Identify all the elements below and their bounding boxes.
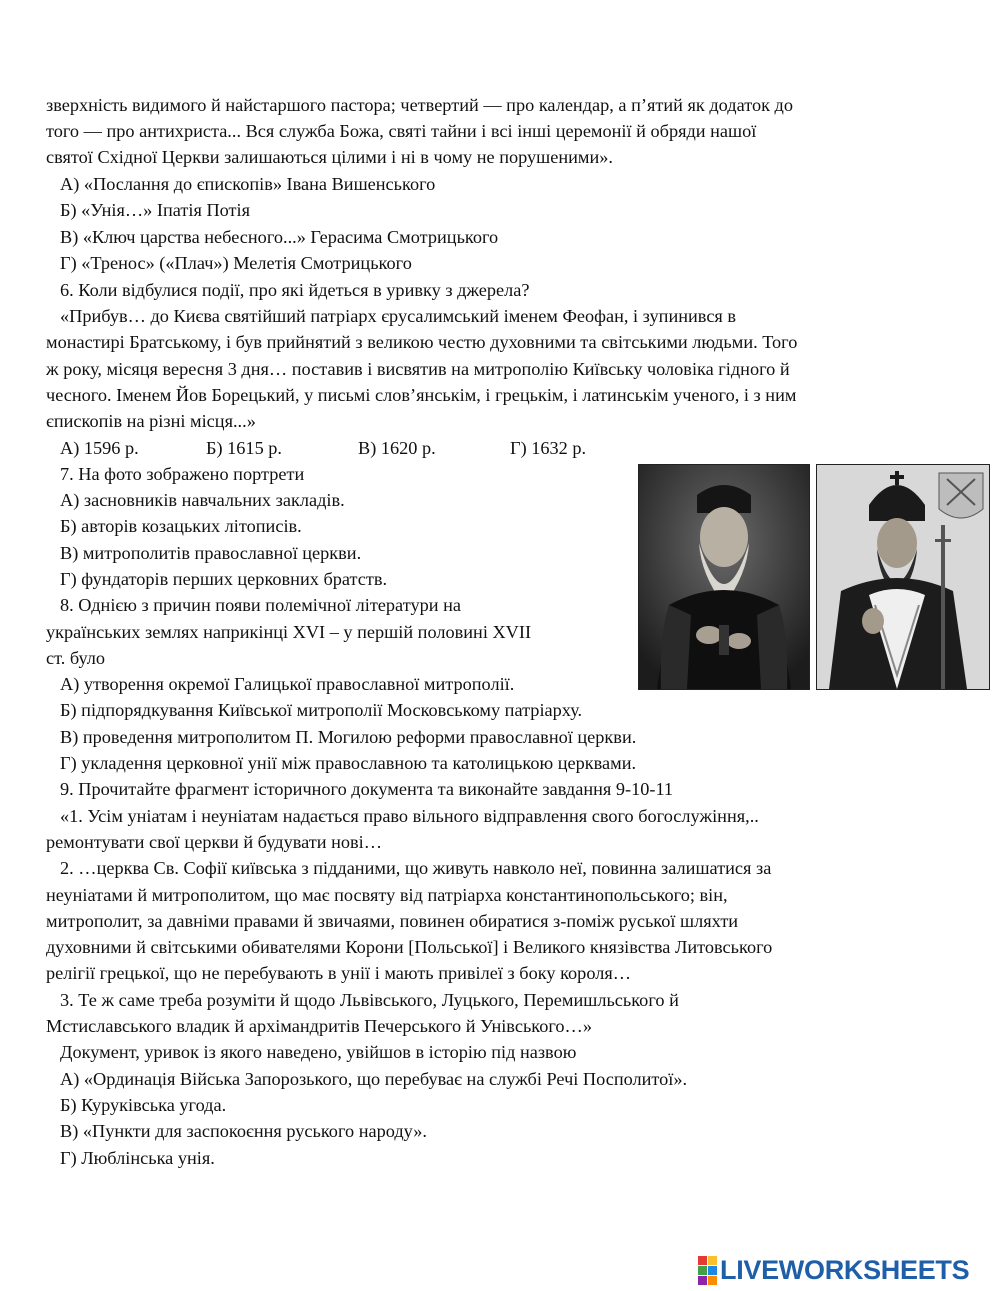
q8-option-b[interactable]: Б) підпорядкування Київської митрополії Московському патріарху. (60, 700, 583, 720)
q6-source-line: «Прибув… до Києва святійший патріарх єрусалимський іменем Феофан, і зупинився в (60, 306, 737, 326)
q6-options-row (60, 435, 586, 461)
q6-option-c[interactable]: В) 1620 р. (358, 438, 436, 458)
q9-doc-line: релігії грецької, що не перебувають в унії і мають привілеї з боку короля… (46, 963, 632, 983)
q9-prompt: Документ, уривок із якого наведено, увійшов в історію під назвою (60, 1042, 577, 1062)
portrait-2-image (817, 465, 989, 689)
portrait-photo-1 (638, 464, 810, 690)
intro-line: того — про антихриста... Вся служба Божа, святі тайни і всі інші церемонії й обряди нашої (46, 121, 757, 141)
q6-source-line: монастирі Братському, і був прийнятий з великою честю духовними та світськими людьми. Того (46, 332, 798, 352)
q5-option-b[interactable]: Б) «Унія…» Іпатія Потія (60, 200, 251, 220)
logo-block (708, 1276, 717, 1285)
q8-question-line: українських землях наприкінці XVI – у першій половині XVII (46, 622, 532, 642)
q9-doc-line: духовними й світськими обивателями Корони [Польської] і Великого князівства Литовського (46, 937, 773, 957)
logo-block (698, 1266, 707, 1275)
q6-option-d[interactable]: Г) 1632 р. (510, 438, 587, 458)
q6-source-line: чесного. Іменем Йов Борецький, у письмі слов’янськім, і грецькім, і латинськім ученого, і з ним (46, 385, 797, 405)
q7-option-b[interactable]: Б) авторів козацьких літописів. (60, 516, 302, 536)
q8-option-c[interactable]: В) проведення митрополитом П. Могилою реформи православної церкви. (60, 727, 637, 747)
q8-question-line: 8. Однією з причин появи полемічної літератури на (60, 595, 461, 615)
q5-option-d[interactable]: Г) «Тренос» («Плач») Мелетія Смотрицького (60, 253, 412, 273)
q7-question: 7. На фото зображено портрети (60, 464, 305, 484)
intro-line: зверхність видимого й найстаршого пастора; четвертий — про календар, а п’ятий як додаток до (46, 95, 794, 115)
q7-option-a[interactable]: А) засновників навчальних закладів. (60, 490, 345, 510)
q9-option-c[interactable]: В) «Пункти для заспокоєння руського народу». (60, 1121, 427, 1141)
q9-option-a[interactable]: А) «Ординація Війська Запорозького, що перебуває на службі Речі Посполитої». (60, 1069, 688, 1089)
q6-source-line: єпископів на різні місця...» (46, 411, 256, 431)
q5-option-c[interactable]: В) «Ключ царства небесного...» Герасима Смотрицького (60, 227, 499, 247)
logo-blocks-icon (698, 1256, 717, 1285)
q9-doc-line: ремонтувати свої церкви й будувати нові… (46, 832, 383, 852)
q7-option-d[interactable]: Г) фундаторів перших церковних братств. (60, 569, 388, 589)
logo-text: LIVEWORKSHEETS (720, 1254, 970, 1285)
logo-block (698, 1256, 707, 1265)
portrait-1-image (639, 465, 809, 689)
logo-block (708, 1256, 717, 1265)
q7-option-c[interactable]: В) митрополитів православної церкви. (60, 543, 362, 563)
q8-option-d[interactable]: Г) укладення церковної унії між православною та католицькою церквами. (60, 753, 637, 773)
q8-question-line: ст. було (46, 648, 106, 668)
q9-doc-line: Мстиславського владик й архімандритів Печерського й Унівського…» (46, 1016, 592, 1036)
q9-doc-line: 2. …церква Св. Софії київська з підданими, що живуть навколо неї, повинна залишатися за (60, 858, 772, 878)
q6-source-line: ж року, місяця вересня 3 дня… поставив і висвятив на митрополію Київську чоловіка гідного й (46, 359, 790, 379)
q9-question: 9. Прочитайте фрагмент історичного документа та виконайте завдання 9-10-11 (60, 779, 674, 799)
q6-question: 6. Коли відбулися події, про які йдеться в уривку з джерела? (60, 280, 530, 300)
q8-option-a[interactable]: А) утворення окремої Галицької православної митрополії. (60, 674, 515, 694)
q9-doc-line: митрополит, за давніми правами й звичаями, повинен обиратися з-поміж руської шляхти (46, 911, 739, 931)
intro-line: святої Східної Церкви залишаються цілими і ні в чому не порушеними». (46, 147, 613, 167)
q6-option-b[interactable]: Б) 1615 р. (206, 438, 282, 458)
logo-block (698, 1276, 707, 1285)
portrait-photo-2 (816, 464, 990, 690)
q5-option-a[interactable]: А) «Послання до єпископів» Івана Вишенського (60, 174, 436, 194)
q9-doc-line: неуніатами й митрополитом, що має посвяту від патріарха константинопольського; він, (46, 885, 728, 905)
q6-option-a[interactable]: А) 1596 р. (60, 438, 139, 458)
q9-option-d[interactable]: Г) Люблінська унія. (60, 1148, 215, 1168)
q9-option-b[interactable]: Б) Куруківська угода. (60, 1095, 227, 1115)
q9-doc-line: «1. Усім уніатам і неуніатам надається право вільного відправлення свого богослужіння,.. (60, 806, 759, 826)
logo-block (708, 1266, 717, 1275)
liveworksheets-logo (698, 1255, 969, 1285)
q9-doc-line: 3. Те ж саме треба розуміти й щодо Львівського, Луцького, Перемишльського й (60, 990, 679, 1010)
